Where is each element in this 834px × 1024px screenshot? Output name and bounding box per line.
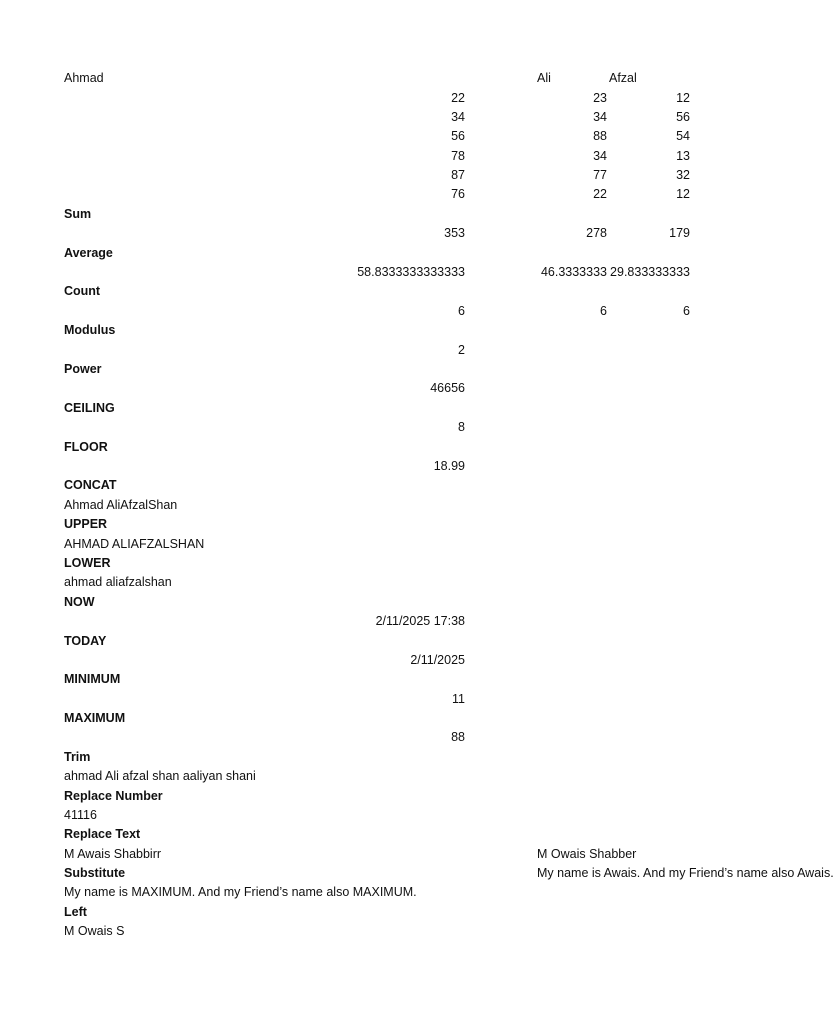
ceiling-value: 8 bbox=[458, 420, 465, 434]
concat-label: CONCAT bbox=[64, 478, 117, 492]
floor-label: FLOOR bbox=[64, 440, 108, 454]
replace-number-value: 41116 bbox=[64, 808, 97, 822]
lower-label: LOWER bbox=[64, 556, 111, 570]
replace-text-label: Replace Text bbox=[64, 827, 141, 841]
sum-value-d: 179 bbox=[669, 226, 690, 240]
maximum-value: 88 bbox=[451, 730, 465, 744]
now-value: 2/11/2025 17:38 bbox=[375, 614, 465, 628]
data-cell-c1: 23 bbox=[593, 91, 607, 105]
concat-value: Ahmad AliAfzalShan bbox=[64, 498, 178, 512]
left-label: Left bbox=[64, 905, 87, 919]
trim-value: ahmad Ali afzal shan aaliyan shani bbox=[64, 769, 256, 783]
substitute-value: My name is MAXIMUM. And my Friend’s name also MAXIMUM. bbox=[64, 885, 417, 899]
data-cell-d4: 13 bbox=[676, 149, 690, 163]
data-cell-b4: 78 bbox=[451, 149, 465, 163]
today-label: TODAY bbox=[64, 634, 107, 648]
ceiling-label: CEILING bbox=[64, 401, 115, 415]
count-label: Count bbox=[64, 284, 101, 298]
upper-label: UPPER bbox=[64, 517, 108, 531]
header-afzal: Afzal bbox=[609, 71, 637, 85]
data-cell-c2: 34 bbox=[593, 110, 607, 124]
data-cell-c4: 34 bbox=[593, 149, 607, 163]
header-ali: Ali bbox=[537, 71, 551, 85]
data-cell-d6: 12 bbox=[676, 187, 690, 201]
data-cell-d1: 12 bbox=[676, 91, 690, 105]
substitute-value-c: My name is Awais. And my Friend’s name also Awais. bbox=[537, 866, 834, 880]
floor-value: 18.99 bbox=[433, 459, 465, 473]
maximum-label: MAXIMUM bbox=[64, 711, 126, 725]
replace-text-value: M Awais Shabbirr bbox=[64, 847, 162, 861]
average-value-c: 46.3333333 bbox=[540, 265, 607, 279]
minimum-label: MINIMUM bbox=[64, 672, 121, 686]
average-value-b: 58.8333333333333 bbox=[357, 265, 465, 279]
sum-value-b: 353 bbox=[444, 226, 465, 240]
average-label: Average bbox=[64, 246, 113, 260]
now-label: NOW bbox=[64, 595, 95, 609]
data-cell-d2: 56 bbox=[676, 110, 690, 124]
data-cell-d3: 54 bbox=[676, 129, 690, 143]
power-label: Power bbox=[64, 362, 102, 376]
data-cell-c6: 22 bbox=[593, 187, 607, 201]
minimum-value: 11 bbox=[452, 692, 465, 706]
today-value: 2/11/2025 bbox=[410, 653, 465, 667]
data-cell-b1: 22 bbox=[451, 91, 465, 105]
data-cell-b2: 34 bbox=[451, 110, 465, 124]
left-value: M Owais S bbox=[64, 924, 125, 938]
sum-value-c: 278 bbox=[586, 226, 607, 240]
data-cell-d5: 32 bbox=[676, 168, 690, 182]
modulus-label: Modulus bbox=[64, 323, 116, 337]
count-value-d: 6 bbox=[683, 304, 690, 318]
count-value-c: 6 bbox=[600, 304, 607, 318]
data-cell-b3: 56 bbox=[451, 129, 465, 143]
data-cell-b6: 76 bbox=[451, 187, 465, 201]
replace-number-label: Replace Number bbox=[64, 789, 163, 803]
power-value: 46656 bbox=[430, 381, 465, 395]
sum-label: Sum bbox=[64, 207, 92, 221]
data-cell-c3: 88 bbox=[593, 129, 607, 143]
data-cell-c5: 77 bbox=[593, 168, 607, 182]
replace-text-value-c: M Owais Shabber bbox=[537, 847, 637, 861]
modulus-value: 2 bbox=[458, 343, 465, 357]
lower-value: ahmad aliafzalshan bbox=[64, 575, 172, 589]
average-value-d: 29.833333333 bbox=[610, 265, 690, 279]
upper-value: AHMAD ALIAFZALSHAN bbox=[64, 537, 205, 551]
trim-label: Trim bbox=[64, 750, 91, 764]
count-value-b: 6 bbox=[458, 304, 465, 318]
substitute-label: Substitute bbox=[64, 866, 126, 880]
data-cell-b5: 87 bbox=[451, 168, 465, 182]
header-ahmad: Ahmad bbox=[64, 71, 104, 85]
